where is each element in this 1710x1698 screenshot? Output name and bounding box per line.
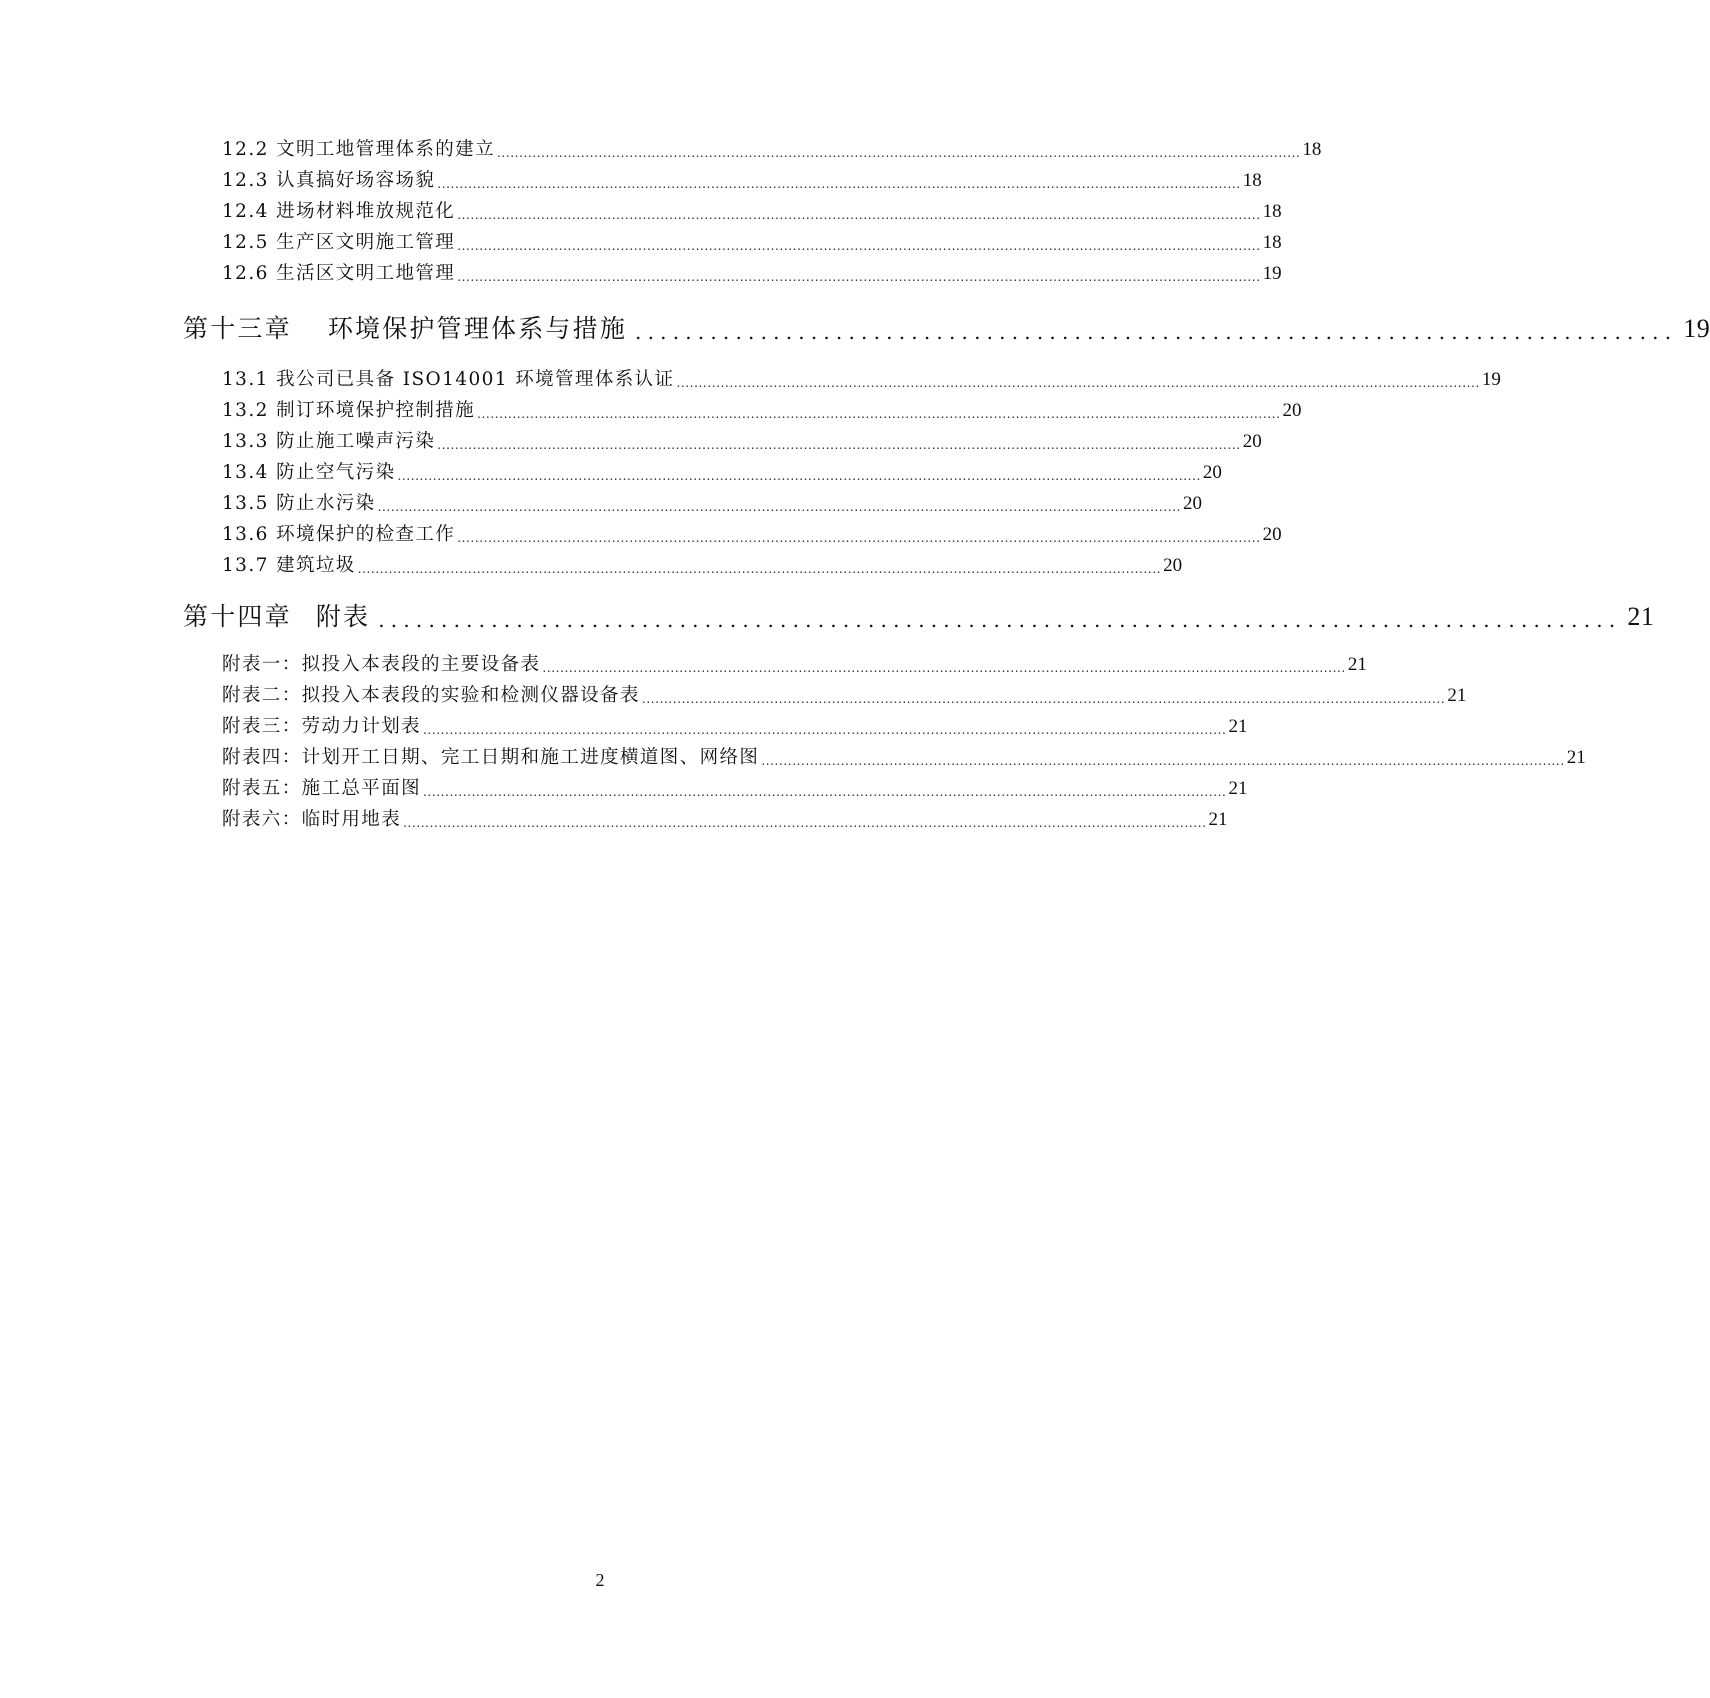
toc-entry-13-1[interactable] <box>222 366 1501 394</box>
toc-entry-appendix-4[interactable] <box>222 744 1586 772</box>
toc-entry-label: 附表一：拟投入本表段的主要设备表 <box>222 654 541 675</box>
toc-entry-label: 12.3 认真搞好场容场貌 <box>222 170 436 191</box>
toc-entry-13-3[interactable] <box>222 428 1262 456</box>
toc-entry-label: 附表三：劳动力计划表 <box>222 716 422 737</box>
toc-leader-dots: ...................................................................................................................................................................................... <box>477 407 1281 421</box>
toc-entry-13-6[interactable] <box>222 521 1282 549</box>
toc-leader-dots: ...................................................................................................................................................................................... <box>377 500 1182 514</box>
toc-page-number: 18 <box>1262 232 1282 253</box>
toc-chapter-heading <box>183 597 370 637</box>
toc-page-number: 20 <box>1282 400 1302 421</box>
toc-leader-dots: ...................................................................................................................................................................................... <box>423 723 1227 737</box>
toc-leader-dots: ...................................................................................................................................................................................... <box>357 562 1162 576</box>
toc-entry-label: 13.3 防止施工噪声污染 <box>222 431 436 452</box>
toc-page-number: 21 <box>1447 685 1467 706</box>
toc-page-number: 21 <box>1627 602 1655 631</box>
chapter-number: 第十四章 <box>183 602 292 631</box>
chapter-title: 附表 <box>315 602 371 631</box>
toc-leader-dots: ...................................................................................................................................................................................... <box>403 816 1207 830</box>
toc-entry-label: 12.2 文明工地管理体系的建立 <box>222 139 495 160</box>
toc-entry-label: 13.2 制订环境保护控制措施 <box>222 400 476 421</box>
toc-page-number: 21 <box>1566 747 1586 768</box>
toc-leader-dots: ................................................................................... <box>635 320 1678 344</box>
toc-chapter-heading <box>183 309 627 349</box>
chapter-number: 第十三章 <box>183 314 292 343</box>
toc-leader-dots: ...................................................................................................................................................................................... <box>641 692 1446 706</box>
toc-leader-dots: ...................................................................................................................................................................................... <box>457 208 1261 222</box>
toc-leader-dots: ...................................................................................................................................................................................... <box>496 146 1301 160</box>
toc-page-number: 19 <box>1262 263 1282 284</box>
toc-entry-label: 12.4 进场材料堆放规范化 <box>222 201 456 222</box>
toc-entry-12-3[interactable] <box>222 167 1262 195</box>
toc-page-number: 20 <box>1202 462 1222 483</box>
toc-entry-appendix-1[interactable] <box>222 651 1367 679</box>
toc-entry-12-5[interactable] <box>222 229 1282 257</box>
toc-leader-dots: ...................................................................................................................................................................................... <box>423 785 1227 799</box>
toc-page-number: 18 <box>1302 139 1322 160</box>
toc-entry-label: 附表五：施工总平面图 <box>222 778 422 799</box>
toc-entry-label: 12.6 生活区文明工地管理 <box>222 263 456 284</box>
toc-leader-dots: ................................................................................................... <box>378 608 1622 632</box>
toc-entry-appendix-3[interactable] <box>222 713 1248 741</box>
toc-entry-12-6[interactable] <box>222 260 1282 288</box>
toc-entry-label: 13.1 我公司已具备 ISO14001 环境管理体系认证 <box>222 369 675 390</box>
toc-entry-13-4[interactable] <box>222 459 1222 487</box>
toc-entry-13-7[interactable] <box>222 552 1183 580</box>
toc-leader-dots: ...................................................................................................................................................................................... <box>457 239 1261 253</box>
toc-entry-appendix-6[interactable] <box>222 806 1228 834</box>
toc-entry-12-4[interactable] <box>222 198 1282 226</box>
toc-page-number: 20 <box>1242 431 1262 452</box>
toc-leader-dots: ...................................................................................................................................................................................... <box>437 438 1241 452</box>
toc-leader-dots: ...................................................................................................................................................................................... <box>676 376 1480 390</box>
toc-leader-dots: ...................................................................................................................................................................................... <box>457 270 1261 284</box>
toc-entry-label: 附表六：临时用地表 <box>222 809 402 830</box>
toc-leader-dots: ...................................................................................................................................................................................... <box>457 531 1261 545</box>
toc-entry-12-2[interactable] <box>222 136 1322 164</box>
toc-leader-dots: ...................................................................................................................................................................................... <box>761 754 1565 768</box>
toc-leader-dots: ...................................................................................................................................................................................... <box>397 469 1201 483</box>
toc-page-number: 20 <box>1183 493 1203 514</box>
toc-entry-label: 13.4 防止空气污染 <box>222 462 396 483</box>
toc-entry-13-5[interactable] <box>222 490 1203 518</box>
toc-page-number: 20 <box>1163 555 1183 576</box>
toc-page-number: 21 <box>1347 654 1367 675</box>
toc-entry-appendix-5[interactable] <box>222 775 1248 803</box>
toc-entry-13-2[interactable] <box>222 397 1302 425</box>
toc-page-number: 18 <box>1262 201 1282 222</box>
toc-entry-label: 12.5 生产区文明施工管理 <box>222 232 456 253</box>
toc-entry-label: 附表二：拟投入本表段的实验和检测仪器设备表 <box>222 685 640 706</box>
toc-page-number: 20 <box>1262 524 1282 545</box>
toc-page-number: 19 <box>1683 314 1710 343</box>
toc-page-number: 18 <box>1242 170 1262 191</box>
chapter-title: 环境保护管理体系与措施 <box>327 314 628 343</box>
toc-leader-dots: ...................................................................................................................................................................................... <box>437 177 1241 191</box>
toc-page-number: 21 <box>1208 809 1228 830</box>
toc-entry-label: 13.5 防止水污染 <box>222 493 376 514</box>
toc-leader-dots: ...................................................................................................................................................................................... <box>542 661 1346 675</box>
toc-chapter-14[interactable] <box>183 597 1655 637</box>
toc-chapter-13[interactable] <box>183 309 1710 349</box>
toc-entry-label: 附表四：计划开工日期、完工日期和施工进度横道图、网络图 <box>222 747 760 768</box>
toc-entry-appendix-2[interactable] <box>222 682 1467 710</box>
toc-entry-label: 13.7 建筑垃圾 <box>222 555 356 576</box>
toc-page-number: 21 <box>1228 716 1248 737</box>
toc-entry-label: 13.6 环境保护的检查工作 <box>222 524 456 545</box>
page-number-footer: 2 <box>595 1570 605 1590</box>
toc-page-number: 19 <box>1481 369 1501 390</box>
toc-page-number: 21 <box>1228 778 1248 799</box>
